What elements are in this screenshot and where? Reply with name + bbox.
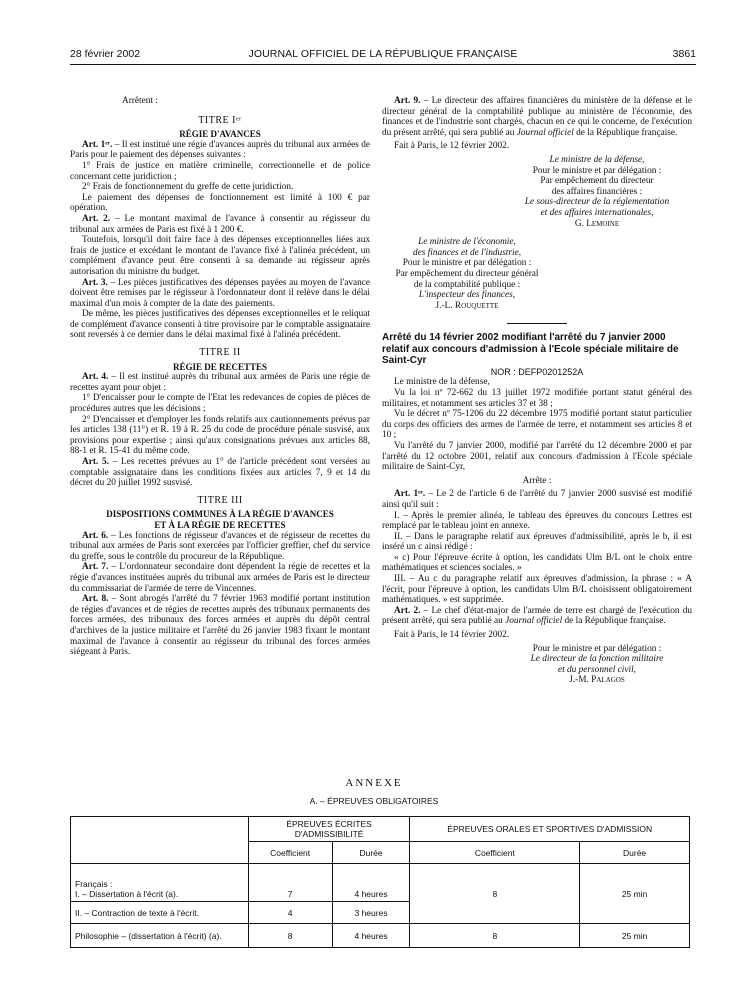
fait-a-paris-1: Fait à Paris, le 12 février 2002. [394, 141, 510, 152]
right-column [382, 96, 692, 686]
ministre: Le ministre de la défense, [394, 377, 490, 388]
article-label: Art. 5. [82, 457, 109, 467]
header-date: 28 février 2002 [70, 48, 141, 60]
header-orales: ÉPREUVES ORALES ET SPORTIVES D'ADMISSION [410, 817, 690, 842]
article-5 [70, 457, 370, 489]
table-row [71, 924, 690, 948]
article-text: – Le montant maximal de l'avance à consentir au régisseur du tribunal aux armées de Paris est fixé à 1 200 €. [70, 213, 370, 235]
decree-article-1 [382, 489, 692, 510]
signatory-name: J.-L. Rouquette [435, 300, 499, 311]
article-text: – Sont abrogés l'arrêté du 7 février 1963 modifié portant institution de régies d'avances et de régies de recettes auprès des tribunaux permanents des forces armées, des tribunaux des forces armées et auprès du dépôt central d'archives de la justice militaire et l'arrêté du 26 janvier 1983 fixant le montant maximal de l'avance à consentir au régisseur du tribunal des forces armées siégeant à Paris. [70, 594, 370, 658]
article-text-end: de la République française. [562, 616, 666, 627]
separator-rule [507, 323, 567, 324]
row-label: II. – Contraction de texte à l'écrit. [71, 902, 249, 924]
signature-line: Le sous-directeur de la réglementation [524, 197, 670, 208]
article-label: Art. 3. [82, 277, 108, 288]
article-label: Art. 6. [82, 530, 109, 541]
coef-ecrit: 8 [248, 924, 332, 948]
article-1-item-1: 1° Frais de justice en matière criminelle, correctionnelle et de police concernant cette juridiction ; [70, 160, 370, 182]
article-text: – Il est institué une régie d'avances auprès du tribunal aux armées de Paris pour le paiement des dépenses suivantes : [70, 139, 370, 161]
journal-officiel-ref: Journal officiel [505, 616, 563, 627]
titre-1-subtitle: RÉGIE D'AVANCES [179, 129, 261, 140]
header-duree: Durée [580, 842, 690, 864]
article-text: – L'ordonnateur secondaire dont dépendent la régie de recettes et la régie d'avances instituées auprès du tribunal aux armées de Paris est le directeur du commissariat de l'armée de terre de Vincennes. [70, 562, 370, 594]
article-text-end: de la République française. [573, 127, 678, 138]
article-2 [70, 214, 370, 235]
arretent: Arrêtent : [122, 96, 158, 106]
article-label: Art. 2. [82, 213, 111, 224]
coef-oral: 8 [410, 924, 580, 948]
header-coefficient: Coefficient [410, 842, 580, 864]
arrete: Arrête : [522, 475, 552, 486]
page-header [70, 48, 696, 62]
article-label: Art. 2. [394, 605, 421, 616]
article-4-item-1: 1° D'encaisser pour le compte de l'Etat les redevances de copies de pièces de procédures autres que les décisions ; [70, 393, 370, 415]
signature-line: et du personnel civil, [558, 664, 636, 675]
signature-line: L'inspecteur des finances, [418, 290, 516, 301]
signature-line: Par empêchement du directeur général [395, 268, 539, 279]
article-2-para-2: Toutefois, lorsqu'il doit faire face à des dépenses exceptionnelles liées aux frais de justice et excédant le montant de l'avance fixé à l'alinéa précédent, un complément d'avance peut être consenti à sa demande au régisseur après autorisation du ministre du budget. [70, 235, 370, 277]
article-4-item-2: 2° D'encaisser et d'employer les fonds relatifs aux cautionnements prévus par les articles 138 (11°) et R. 19 à R. 25 du code de procédure pénale susvisé, aux provisions pour expertise ; ainsi qu'aux consignations prévues aux articles 88, 88-1 et R. 15-41 du même code. [70, 414, 370, 457]
signature-block-3 [502, 644, 692, 686]
row-label-text: I. – Dissertation à l'écrit (a). [75, 889, 179, 899]
row-label [71, 864, 249, 902]
article-text: – Les fonctions de régisseur d'avances et de régisseur de recettes du tribunal aux armées de Paris sont exercées par l'officier greffier, chef du service du greffe, sous le contrôle du procureur de la République. [70, 530, 370, 562]
signature-line: Le ministre de l'économie, [418, 237, 516, 248]
article-text: – Le directeur des affaires financières du ministère de la défense et le directeur général de la comptabilité publique au ministère de l'économie, des finances et de l'industrie sont chargés, chacun en ce qui le concerne, de l'exécution du présent arrêté, qui sera publié au [382, 96, 692, 138]
journal-officiel-ref: Journal officiel [516, 127, 574, 138]
decree-article-1-i: I. – Après le premier alinéa, le tableau des épreuves du concours Lettres est remplacé par le tableau joint en annexe. [382, 510, 692, 532]
row-label: Philosophie – (dissertation à l'écrit) (a). [71, 924, 249, 948]
signature-block-2 [382, 237, 552, 311]
coef-ecrit: 7 [248, 864, 332, 902]
titre-3: TITRE III [197, 494, 243, 506]
header-ecrites: ÉPREUVES ÉCRITES D'ADMISSIBILITÉ [248, 817, 410, 842]
header-title: JOURNAL OFFICIEL DE LA RÉPUBLIQUE FRANÇAISE [248, 48, 518, 60]
duree-oral: 25 min [580, 864, 690, 924]
signature-line: Par empêchement du directeur [540, 176, 654, 187]
article-7 [70, 562, 370, 594]
coef-ecrit: 4 [248, 902, 332, 924]
duree-ecrit: 4 heures [332, 924, 410, 948]
signature-block-1 [502, 155, 692, 229]
row-group-label: Français : [75, 879, 113, 889]
article-label: Art. 7. [82, 562, 109, 573]
article-label: Art. 9. [394, 96, 421, 106]
article-4 [70, 372, 370, 393]
annexe-title: ANNEXE [345, 777, 403, 789]
decree-article-1-c: « c) Pour l'épreuve écrite à option, les candidats Ulm B/L ont le choix entre mathématiques et sciences sociales. » [382, 552, 692, 574]
article-8 [70, 594, 370, 658]
duree-ecrit: 4 heures [332, 864, 410, 902]
decree-article-1-iii: III. – Au c du paragraphe relatif aux épreuves d'admission, la phrase : « A l'écrit, pour l'épreuve à option, les candidats Ulm B/L choisissent obligatoirement mathématiques. » est supprimée. [382, 574, 692, 606]
article-text: – Les pièces justificatives des dépenses payées au moyen de l'avance doivent être remises par le régisseur à l'ordonnateur dont il relève dans le délai maximal d'un mois à compter de la date des paiements. [70, 277, 370, 309]
table-header-row [71, 817, 690, 842]
article-text: – Il est institué auprès du tribunal aux armées de Paris une régie de recettes ayant pour objet : [70, 372, 370, 393]
decree-article-1-ii: II. – Dans le paragraphe relatif aux épreuves d'admissibilité, après le b, il est inséré un c ainsi rédigé : [382, 531, 692, 553]
signatory-name: J.-M. Palagos [569, 675, 625, 686]
article-label: Art. 8. [82, 594, 109, 605]
annexe-subtitle: A. – ÉPREUVES OBLIGATOIRES [309, 796, 439, 806]
signature-line: et des affaires internationales, [540, 207, 654, 218]
article-label: Art. 1ᵉʳ. [394, 489, 426, 500]
signature-line: de la comptabilité publique : [413, 279, 521, 290]
visa-2: Vu le décret nº 75-1206 du 22 décembre 1975 modifié portant statut particulier du corps des officiers des armes de l'armée de terre, et notamment ses articles 8 et 10 ; [382, 409, 692, 441]
duree-oral: 25 min [580, 924, 690, 948]
annexe-table [70, 816, 690, 948]
article-1-para-2: Le paiement des dépenses de fonctionnement est limité à 100 € par opération. [70, 192, 370, 214]
article-6 [70, 531, 370, 563]
titre-2-subtitle: RÉGIE DE RECETTES [172, 361, 268, 372]
coef-oral: 8 [410, 864, 580, 924]
signature-line: Pour le ministre et par délégation : [532, 643, 662, 654]
article-text: – Le 2 de l'article 6 de l'arrêté du 7 janvier 2000 susvisé est modifié ainsi qu'il suit : [382, 489, 692, 510]
signature-line: Le directeur de la fonction militaire [530, 654, 664, 665]
header-rule [70, 64, 696, 65]
article-text: – Les recettes prévues au 1° de l'article précédent sont versées au comptable assignataire dans les conditions fixées aux articles 7, 9 et 14 du décret du 20 juillet 1992 susvisé. [70, 457, 371, 489]
header-duree: Durée [332, 842, 410, 864]
titre-2: TITRE II [199, 347, 241, 359]
article-3-para-2: De même, les pièces justificatives des dépenses exceptionnelles et le reliquat de complément d'avance consenti à titre provisoire par le comptable assignataire sont reversés à ce dernier dans le délai maximal fixé à l'alinéa précédent. [70, 309, 370, 341]
article-9 [382, 96, 692, 138]
signature-line: Pour le ministre et par délégation : [402, 258, 532, 269]
titre-1: TITRE Iᵉʳ [198, 114, 242, 126]
fait-a-paris-2: Fait à Paris, le 14 février 2002. [394, 630, 510, 641]
visa-3: Vu l'arrêté du 7 janvier 2000, modifié par l'arrêté du 12 décembre 2000 et par l'arrêté du 12 octobre 2001, relatif aux concours d'admission à l'Ecole spéciale militaire de Saint-Cyr, [382, 440, 692, 473]
signature-line: des affaires financières : [551, 186, 643, 197]
article-label: Art. 1ᵉʳ. [82, 139, 113, 150]
signature-line: Le ministre de la défense, [549, 154, 645, 165]
left-column [70, 96, 370, 658]
article-1 [70, 140, 370, 161]
decree-title: Arrêté du 14 février 2002 modifiant l'arrêté du 7 janvier 2000 relatif aux concours d'admission à l'Ecole spéciale militaire de Saint-Cyr [382, 332, 679, 367]
article-label: Art. 4. [82, 372, 109, 383]
nor-reference: NOR : DEFP0201252A [490, 366, 584, 377]
table-row [71, 864, 690, 902]
table-cell [71, 817, 249, 864]
article-text: – Le chef d'état-major de l'armée de terre est chargé de l'exécution du présent arrêté, qui sera publié au [382, 605, 692, 627]
header-coefficient: Coefficient [248, 842, 332, 864]
signature-line: Pour le ministre et par délégation : [532, 165, 662, 176]
titre-3-subtitle-2: ET À LA RÉGIE DE RECETTES [154, 519, 286, 530]
header-page-number: 3861 [672, 48, 696, 60]
visa-1: Vu la loi nº 72-662 du 13 juillet 1972 modifiée portant statut général des militaires, et notamment ses articles 37 et 38 ; [382, 387, 692, 409]
article-3 [70, 278, 370, 310]
titre-3-subtitle-1: DISPOSITIONS COMMUNES À LA RÉGIE D'AVANCES [106, 509, 334, 520]
article-1-item-2: 2° Frais de fonctionnement du greffe de cette juridiction. [82, 182, 294, 193]
duree-ecrit: 3 heures [332, 902, 410, 924]
signatory-name: G. Lemoine [574, 218, 620, 229]
decree-article-2 [382, 606, 692, 627]
signature-line: des finances et de l'industrie, [412, 247, 522, 258]
